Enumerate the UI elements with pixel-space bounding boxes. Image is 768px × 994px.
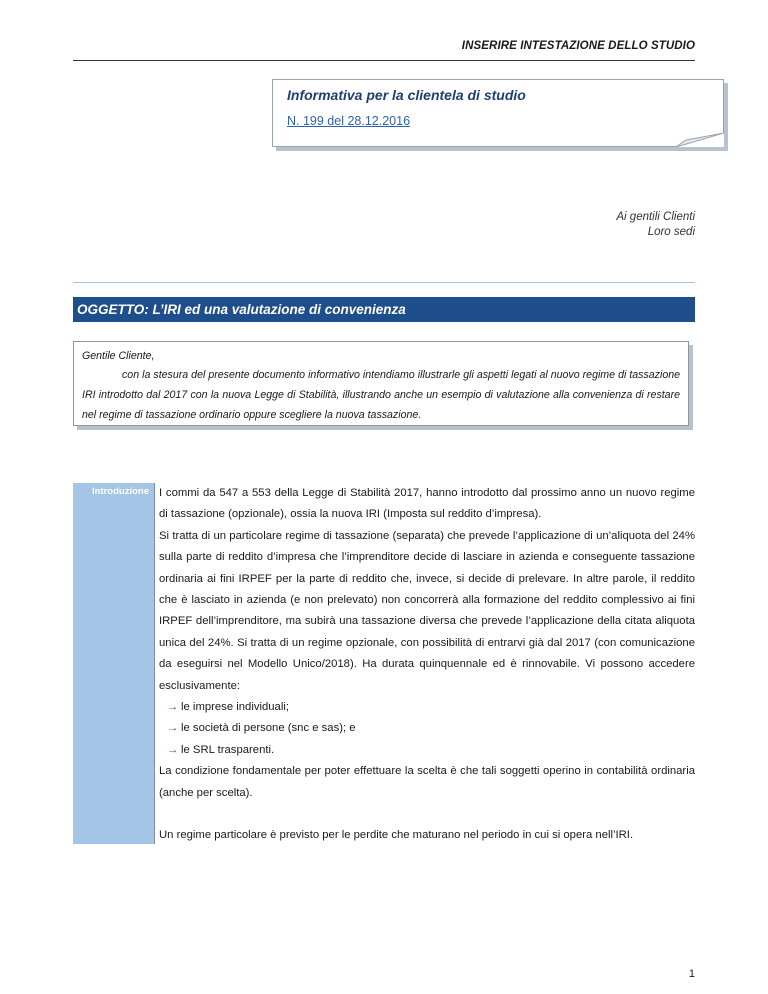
info-box xyxy=(272,79,724,147)
intro-paragraph: I commi da 547 a 553 della Legge di Stabilità 2017, hanno introdotto dal prossimo anno un nuovo regime di tassazione (opzionale), ossia la nuova IRI (Imposta sul reddito d’impresa). xyxy=(159,487,695,521)
greeting-box xyxy=(73,341,689,426)
list-item xyxy=(159,740,695,761)
studio-header-placeholder: INSERIRE INTESTAZIONE DELLO STUDIO xyxy=(461,40,695,52)
list-item-text: le SRL trasparenti. xyxy=(181,743,275,756)
eligible-list xyxy=(159,697,695,761)
page-number: 1 xyxy=(688,968,695,980)
recipients-line-1: Ai gentili Clienti xyxy=(616,211,695,223)
section-side-column xyxy=(73,483,155,844)
header-divider xyxy=(73,60,695,61)
list-item-text: le imprese individuali; xyxy=(181,701,289,714)
list-item xyxy=(159,697,695,718)
right-arrow-icon: → xyxy=(167,743,179,756)
info-box-number-date: N. 199 del 28.12.2016 xyxy=(287,114,411,128)
losses-paragraph: Un regime particolare è previsto per le perdite che maturano nel periodo in cui si opera nell’IRI. xyxy=(159,829,634,842)
paragraph-spacer xyxy=(159,804,695,825)
condition-paragraph: La condizione fondamentale per poter effettuare la scelta è che tali soggetti operino in contabilità ordinaria (anche per scelta). xyxy=(159,765,695,799)
section-label: Introduzione xyxy=(92,486,149,497)
section-content xyxy=(159,483,695,847)
list-item xyxy=(159,718,695,739)
list-item-text: le società di persone (snc e sas); e xyxy=(181,722,356,735)
recipients-line-2: Loro sedi xyxy=(647,226,695,238)
greeting-salutation: Gentile Cliente, xyxy=(82,350,155,362)
right-arrow-icon: → xyxy=(167,722,179,735)
regime-paragraph: Si tratta di un particolare regime di tassazione (separata) che prevede l’applicazione di un’aliquota del 24% sulla parte di reddito d’impresa che l’imprenditore decide di lasciare in azienda e conseguente tassazione ordinaria ai fini IRPEF per la parte di reddito che, invece, si decide di prelevare. In altre parole, il reddito che è lasciato in azienda (e non prelevato) non concorrerà alla formazione del reddito complessivo ai fini IRPEF dell’imprenditore, ma subirà una tassazione diversa che prevede l’applicazione della citata aliquota unica del 24%. Si tratta di un regime opzionale, con possibilità di entrarvi già dal 2017 (con comunicazione da eseguirsi nel Modello Unico/2018). Ha durata quinquennale ed è rinnovabile. Vi possono accedere esclusivamente: xyxy=(159,529,695,692)
page-fold-icon xyxy=(676,133,724,147)
info-box-title: Informativa per la clientela di studio xyxy=(287,87,526,103)
section-divider xyxy=(73,282,695,283)
subject-bar: OGGETTO: L’IRI ed una valutazione di convenienza xyxy=(73,297,695,322)
greeting-body: con la stesura del presente documento informativo intendiamo illustrarle gli aspetti legati al nuovo regime di tassazione IRI introdotto dal 2017 con la nuova Legge di Stabilità, illustrando anche un esempio di valutazione alla convenienza di restare nel regime di tassazione ordinario oppure scegliere la nuova tassazione. xyxy=(82,369,680,421)
recipients-block xyxy=(616,210,695,240)
right-arrow-icon: → xyxy=(167,701,179,714)
